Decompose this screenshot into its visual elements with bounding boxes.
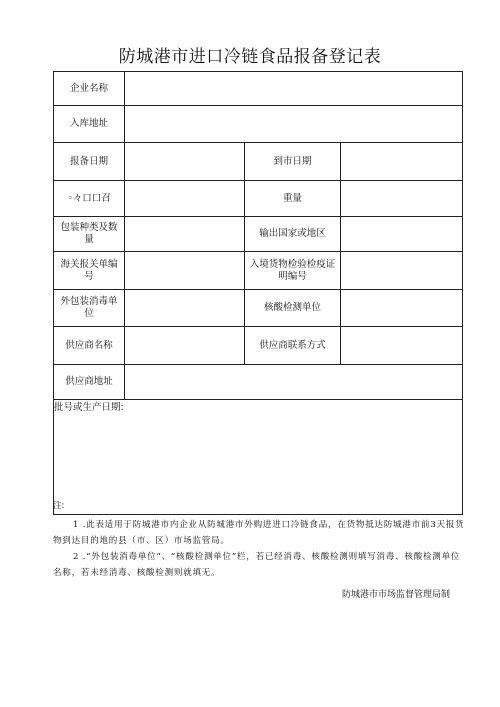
label-supplier-address: 供应商地址 — [54, 365, 125, 400]
field-weight[interactable] — [341, 181, 463, 217]
field-storage-address[interactable] — [125, 106, 463, 143]
field-customs-no[interactable] — [125, 252, 245, 290]
field-report-date[interactable] — [125, 143, 245, 181]
label-supplier-contact: 供应商联系方式 — [245, 327, 341, 365]
row-customs-quarantine — [54, 252, 463, 290]
field-disinfection-unit[interactable] — [125, 290, 245, 327]
label-report-date: 报备日期 — [54, 143, 125, 181]
label-weight: 重量 — [245, 181, 341, 217]
label-origin-country: 输出国家或地区 — [245, 217, 341, 252]
field-company-name[interactable] — [125, 72, 463, 106]
field-quarantine-cert[interactable] — [341, 252, 463, 290]
row-storage-address — [54, 106, 463, 143]
label-storage-address: 入库地址 — [54, 106, 125, 143]
row-packaging-origin — [54, 217, 463, 252]
note-item-1: 1 .此表适用于防城港市内企业从防城港市外购进进口冷链食品，在货物抵达防城港市前3天报货物到达目的地的县（市、区）市场监管局。 — [53, 520, 465, 546]
field-supplier-name[interactable] — [125, 327, 245, 365]
notes-section — [53, 498, 468, 581]
registration-form-table — [53, 71, 463, 515]
note-item-2: 2 .“外包装消毒单位”、“核酸检测单位”栏，若已经消毒、核酸检测则填写消毒、核酸检测单位名称，若未经消毒、核酸检测则就填无。 — [53, 552, 461, 578]
field-origin-country[interactable] — [341, 217, 463, 252]
field-supplier-contact[interactable] — [341, 327, 463, 365]
label-arrival-date: 到市日期 — [245, 143, 341, 181]
label-product-name: ◦々口口召 — [54, 181, 125, 217]
row-dates — [54, 143, 463, 181]
row-disinfection-nucleic — [54, 290, 463, 327]
row-supplier-address — [54, 365, 463, 400]
field-nucleic-test-unit[interactable] — [341, 290, 463, 327]
label-nucleic-test-unit: 核酸检测单位 — [245, 290, 341, 327]
field-arrival-date[interactable] — [341, 143, 463, 181]
label-supplier-name: 供应商名称 — [54, 327, 125, 365]
field-supplier-address[interactable] — [125, 365, 463, 400]
issuer-footer: 防城港市市场监督管理局制 — [341, 590, 450, 600]
label-disinfection-unit: 外包装消毒单位 — [54, 290, 125, 327]
notes-heading: 注: — [53, 501, 65, 511]
row-product-weight — [54, 181, 463, 217]
form-title: 防城港市进口冷链食品报备登记表 — [118, 47, 382, 67]
field-product-name[interactable] — [125, 181, 245, 217]
label-batch: 批号或生产日期: — [54, 402, 124, 413]
row-supplier — [54, 327, 463, 365]
label-packaging: 包装种类及数量 — [54, 217, 125, 252]
field-packaging[interactable] — [125, 217, 245, 252]
label-quarantine-cert: 入境货物检验检疫证明编号 — [245, 252, 341, 290]
label-company-name: 企业名称 — [54, 72, 125, 106]
row-company-name — [54, 72, 463, 106]
label-customs-no: 海关报关单编号 — [54, 252, 125, 290]
